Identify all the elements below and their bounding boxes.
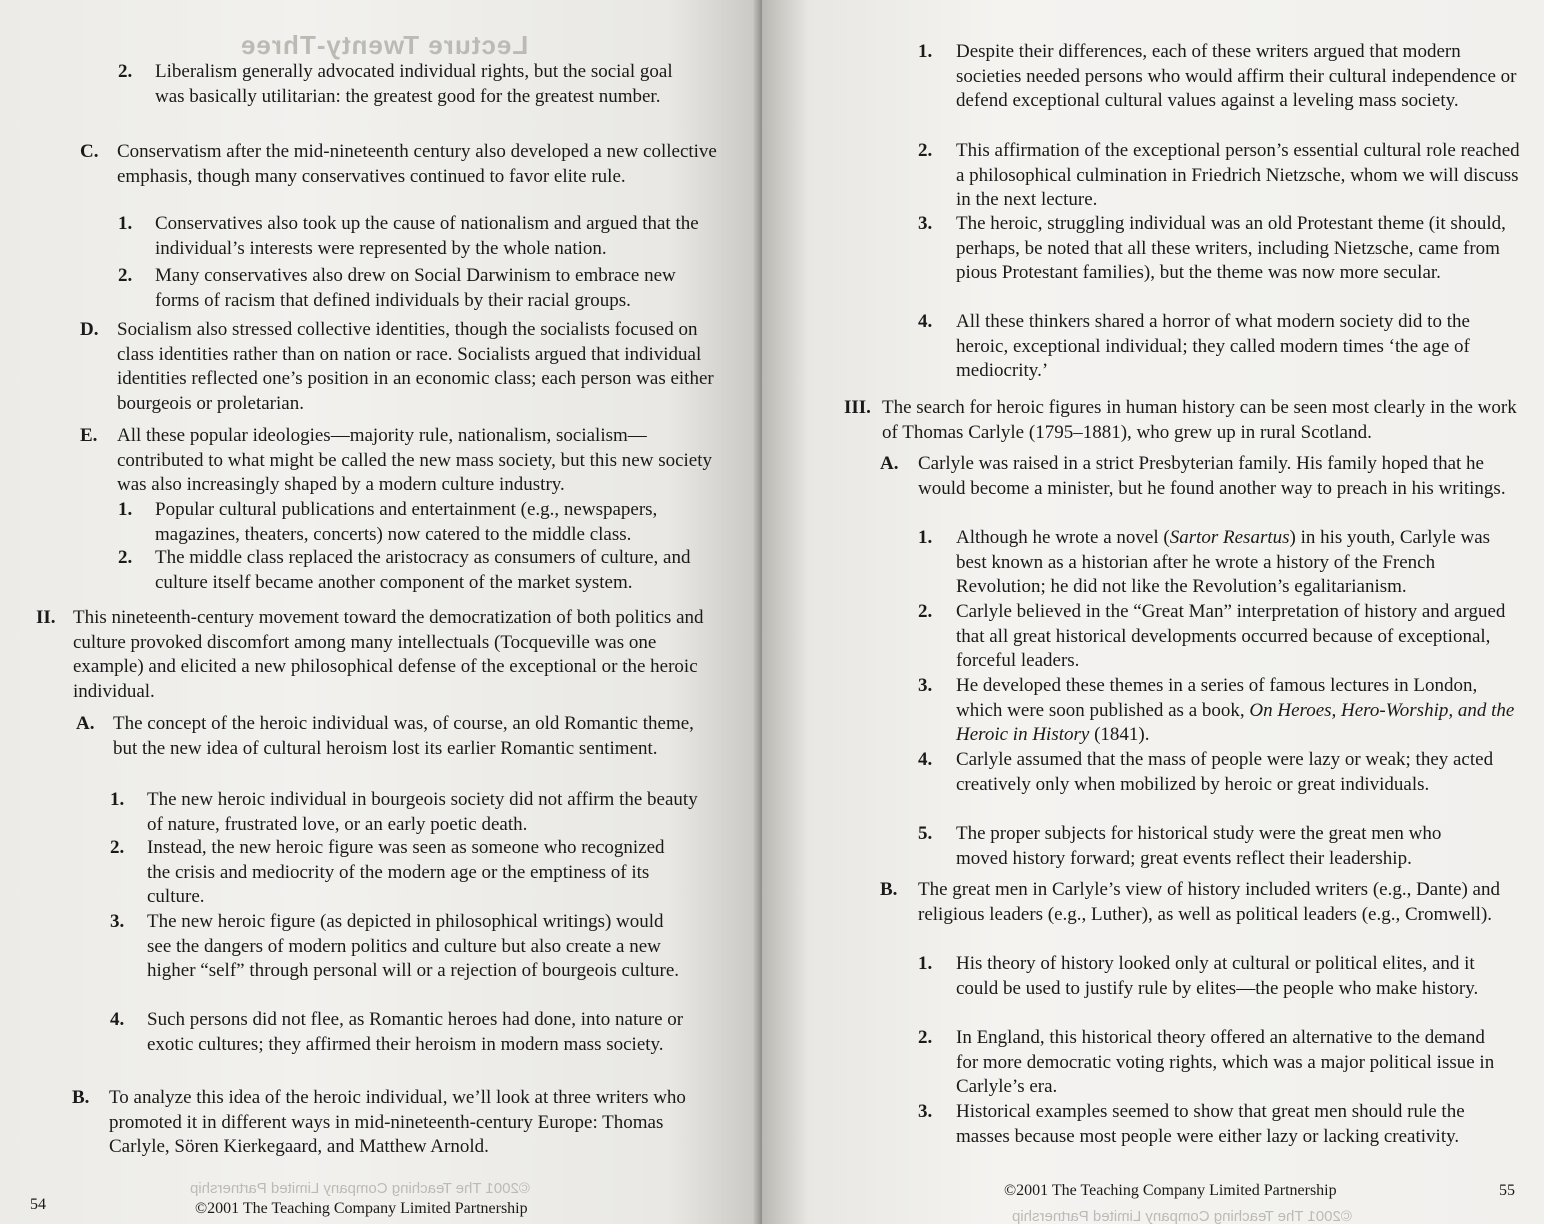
list-item-text: Carlyle was raised in a strict Presbyterian family. His family hoped that he would become a minister, but he found another way to preach in his writings. — [918, 453, 1506, 499]
list-item-text: The great men in Carlyle’s view of history included writers (e.g., Dante) and religious leaders (e.g., Luther), as well as political leaders (e.g., Cromwell). — [918, 879, 1500, 925]
list-item-text: Popular cultural publications and entertainment (e.g., newspapers, magazines, theaters, concerts) now catered to the middle class. — [155, 499, 658, 545]
list-marker: 1. — [110, 789, 125, 810]
list-marker: 1. — [118, 499, 133, 520]
list-marker: 4. — [918, 311, 933, 332]
list-marker: C. — [80, 141, 99, 162]
list-item-text: The middle class replaced the aristocracy as consumers of culture, and culture itself became another component of the market system. — [155, 547, 691, 593]
list-item-text: He developed these themes in a series of famous lectures in London, which were soon published as a book, On Heroes, Hero-Worship, and the Heroic in History (1841). — [956, 675, 1515, 745]
list-marker: 3. — [918, 213, 933, 234]
list-marker: 2. — [118, 265, 133, 286]
page-number: 54 — [30, 1196, 46, 1213]
list-item-text: Although he wrote a novel (Sartor Resartus) in his youth, Carlyle was best known as a historian after he wrote a history of the French Revolution; he did not like the Revolution’s egalitarianism. — [956, 527, 1491, 597]
list-marker: 3. — [110, 911, 125, 932]
list-item-text: Conservatism after the mid-nineteenth century also developed a new collective emphasis, though many conservatives continued to favor elite rule. — [117, 141, 717, 187]
list-marker: A. — [76, 713, 95, 734]
list-item-text: Conservatives also took up the cause of nationalism and argued that the individual’s interests were represented by the whole nation. — [155, 213, 699, 259]
page-footer: ©2001 The Teaching Company Limited Partnership — [1004, 1182, 1337, 1199]
list-item-text: Carlyle assumed that the mass of people were lazy or weak; they acted creatively only when mobilized by heroic or great individuals. — [956, 749, 1494, 795]
list-item-text: The concept of the heroic individual was, of course, an old Romantic theme, but the new idea of cultural heroism lost its earlier Romantic sentiment. — [113, 713, 694, 759]
list-marker: 2. — [110, 837, 125, 858]
bleed-through-footer: ©2001 The Teaching Company Limited Partnership — [190, 1180, 530, 1197]
page-number: 55 — [1499, 1182, 1515, 1199]
list-marker: 4. — [110, 1009, 125, 1030]
list-item-text: All these thinkers shared a horror of what modern society did to the heroic, exceptional individual; they called modern times ‘the age of mediocrity.’ — [956, 311, 1470, 381]
section-marker: III. — [844, 397, 871, 418]
list-item-text: Carlyle believed in the “Great Man” interpretation of history and argued that all great historical developments occurred because of exceptional, forceful leaders. — [956, 601, 1506, 671]
list-item-text: Liberalism generally advocated individual rights, but the social goal was basically utilitarian: the greatest good for the greatest number. — [155, 61, 673, 107]
list-item-text: Such persons did not flee, as Romantic heroes had done, into nature or exotic cultures; they affirmed their heroism in modern mass society. — [147, 1009, 684, 1055]
list-item-text: The new heroic figure (as depicted in philosophical writings) would see the dangers of modern politics and culture but also create a new higher “self” through personal will or a rejection of bourgeois culture. — [147, 911, 680, 981]
list-marker: 2. — [918, 1027, 933, 1048]
list-marker: 1. — [918, 41, 933, 62]
list-item-text: His theory of history looked only at cultural or political elites, and it could be used to justify rule by elites—the people who make history. — [956, 953, 1479, 999]
page-footer: ©2001 The Teaching Company Limited Partnership — [195, 1200, 528, 1217]
list-marker: A. — [880, 453, 899, 474]
bleed-through-footer: ©2001 The Teaching Company Limited Partnership — [1012, 1208, 1352, 1224]
list-marker: 2. — [918, 140, 933, 161]
book-title: Sartor Resartus — [1169, 527, 1290, 548]
bleed-through-title: Lecture Twenty-Three — [240, 30, 529, 60]
list-marker: B. — [72, 1087, 90, 1108]
list-marker: 5. — [918, 823, 933, 844]
list-item-text: Many conservatives also drew on Social Darwinism to embrace new forms of racism that defined individuals by their racial groups. — [155, 265, 676, 311]
section-text: This nineteenth-century movement toward the democratization of both politics and culture provoked discomfort among many intellectuals (Tocqueville was one example) and elicited a new philosophical defense of the exceptional or the heroic individual. — [73, 607, 704, 702]
list-item-text: Despite their differences, each of these writers argued that modern societies needed persons who would affirm their cultural independence or defend exceptional cultural values against a leveling mass society. — [956, 41, 1517, 111]
list-marker: 3. — [918, 675, 933, 696]
list-marker: B. — [880, 879, 898, 900]
section-marker: II. — [36, 607, 56, 628]
list-item-text: Instead, the new heroic figure was seen as someone who recognized the crisis and mediocrity of the modern age or the emptiness of its culture. — [147, 837, 665, 907]
list-marker: 2. — [118, 547, 133, 568]
list-marker: 2. — [918, 601, 933, 622]
section-text: The search for heroic figures in human history can be seen most clearly in the work of Thomas Carlyle (1795–1881), who grew up in rural Scotland. — [882, 397, 1517, 443]
list-item-text: This affirmation of the exceptional person’s essential cultural role reached a philosophical culmination in Friedrich Nietzsche, whom we will discuss in the next lecture. — [956, 140, 1520, 210]
list-marker: E. — [80, 425, 98, 446]
list-item-text: All these popular ideologies—majority rule, nationalism, socialism—contributed to what might be called the new mass society, but this new society was also increasingly shaped by a modern culture industry. — [117, 425, 713, 495]
list-marker: 2. — [118, 61, 133, 82]
right-page — [762, 0, 1544, 1224]
list-item-text: To analyze this idea of the heroic individual, we’ll look at three writers who promoted it in different ways in mid-nineteenth-century Europe: Thomas Carlyle, Sören Kierkegaard, and Matthew Arnold. — [109, 1087, 686, 1157]
list-item-text: The heroic, struggling individual was an old Protestant theme (it should, perhaps, be noted that all these writers, including Nietzsche, came from pious Protestant families), but the theme was now more secular. — [956, 213, 1506, 283]
list-item-text: Socialism also stressed collective identities, though the socialists focused on class identities rather than on nation or race. Socialists argued that individual identities reflected one’s position in an economic class; each person was either bourgeois or proletarian. — [117, 319, 714, 414]
left-page — [0, 0, 760, 1224]
list-marker: 1. — [918, 527, 933, 548]
list-item-text: The new heroic individual in bourgeois society did not affirm the beauty of nature, frustrated love, or an early poetic death. — [147, 789, 698, 835]
list-item-text: Historical examples seemed to show that great men should rule the masses because most people were either lazy or lacking creativity. — [956, 1101, 1465, 1147]
book-title: On Heroes, Hero-Worship, and the Heroic in History — [956, 699, 1515, 745]
list-marker: D. — [80, 319, 99, 340]
list-marker: 4. — [918, 749, 933, 770]
list-item-text: The proper subjects for historical study were the great men who moved history forward; great events reflect their leadership. — [956, 823, 1442, 869]
list-marker: 1. — [918, 953, 933, 974]
list-marker: 3. — [918, 1101, 933, 1122]
list-marker: 1. — [118, 213, 133, 234]
list-item-text: In England, this historical theory offered an alternative to the demand for more democratic voting rights, which was a major political issue in Carlyle’s era. — [956, 1027, 1495, 1097]
